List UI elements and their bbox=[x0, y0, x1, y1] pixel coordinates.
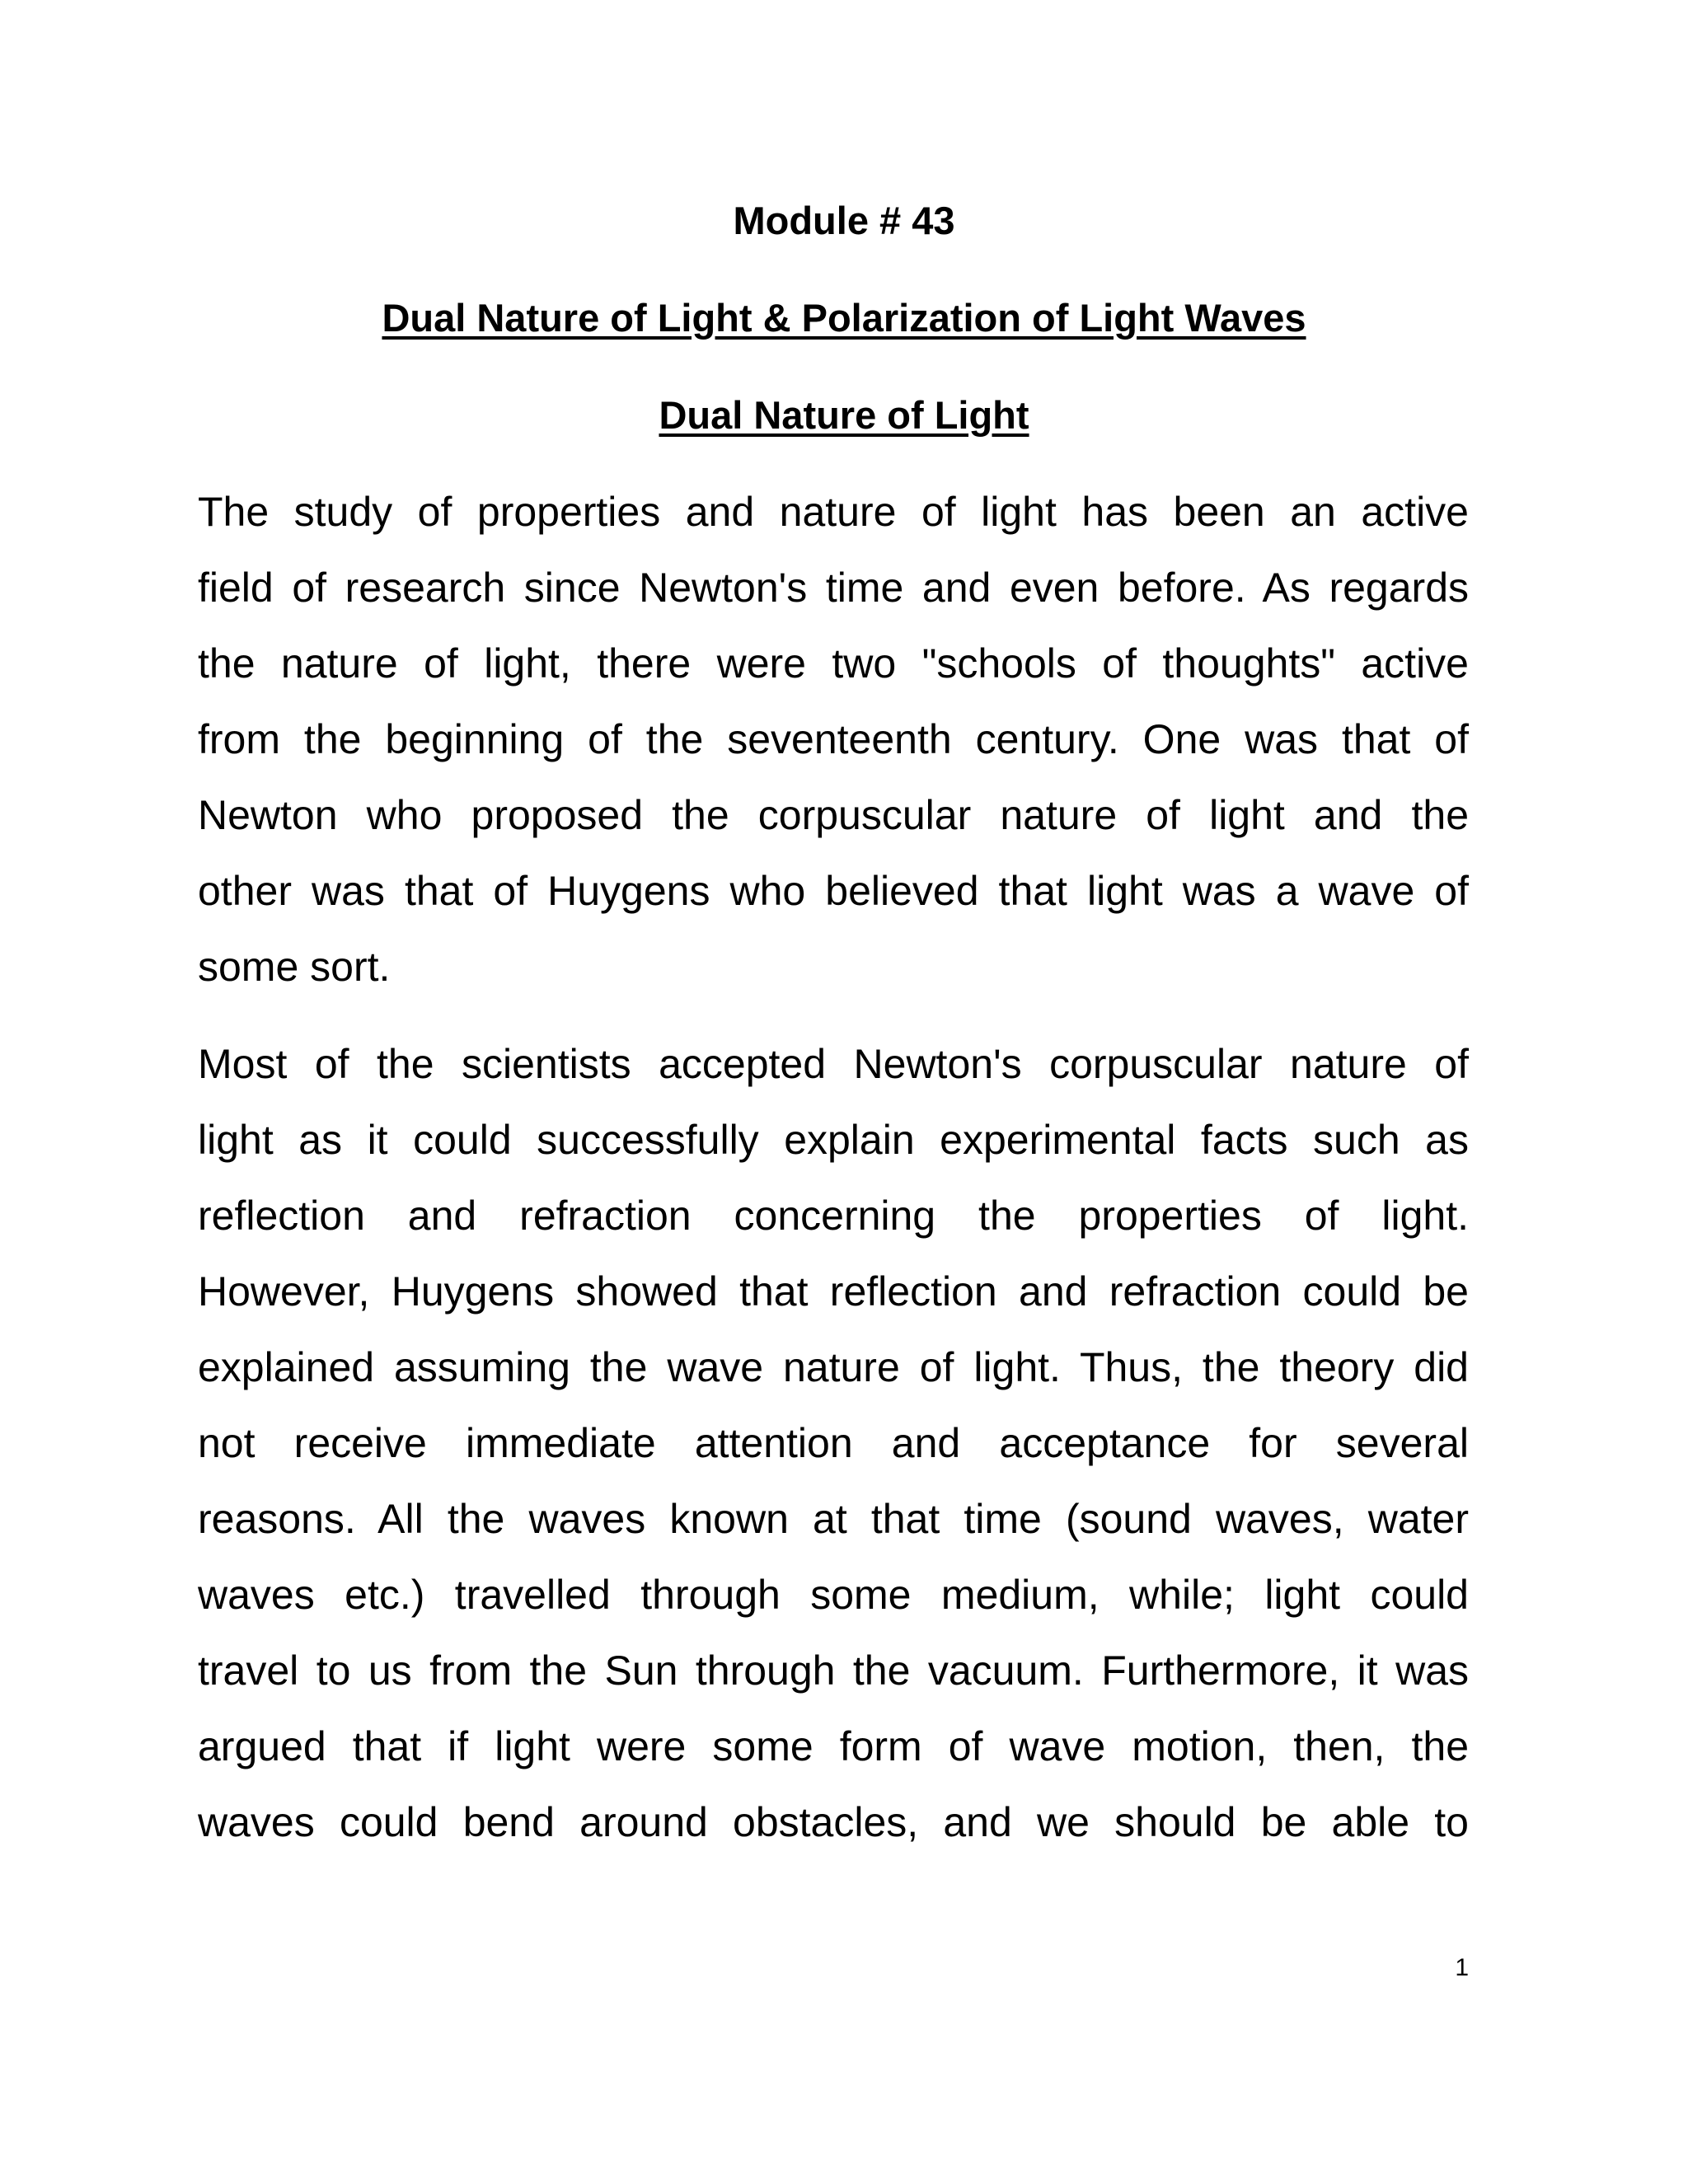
paragraph-line: However, Huygens showed that reflection and refraction could be bbox=[198, 1268, 1469, 1315]
paragraph-line: some sort. bbox=[198, 944, 391, 990]
paragraph-line: explained assuming the wave nature of light. Thus, the theory did bbox=[198, 1344, 1469, 1390]
paragraph-line: the nature of light, there were two "schools of thoughts" active bbox=[198, 640, 1469, 687]
paragraph-line: reasons. All the waves known at that time (sound waves, water bbox=[198, 1496, 1469, 1542]
paragraph-line: waves could bend around obstacles, and we should be able to bbox=[198, 1799, 1469, 1845]
page-number: 1 bbox=[1455, 1954, 1469, 1981]
paragraph-line: from the beginning of the seventeenth century. One was that of bbox=[198, 716, 1469, 762]
paragraph-line: Newton who proposed the corpuscular nature of light and the bbox=[198, 792, 1469, 838]
paragraph-line: not receive immediate attention and acceptance for several bbox=[198, 1420, 1469, 1466]
paragraph-line: argued that if light were some form of wave motion, then, the bbox=[198, 1723, 1469, 1769]
paragraph-line: other was that of Huygens who believed that light was a wave of bbox=[198, 868, 1469, 914]
paragraph-line: reflection and refraction concerning the properties of light. bbox=[198, 1193, 1469, 1239]
section-title: Dual Nature of Light bbox=[659, 393, 1029, 437]
paragraph-line: field of research since Newton's time and even before. As regards bbox=[198, 565, 1469, 611]
paragraph-line: The study of properties and nature of light has been an active bbox=[198, 489, 1469, 535]
module-title: Module # 43 bbox=[733, 199, 955, 242]
paragraph-line: waves etc.) travelled through some medium, while; light could bbox=[198, 1572, 1469, 1618]
paragraph-line: light as it could successfully explain experimental facts such as bbox=[198, 1117, 1469, 1163]
main-title: Dual Nature of Light & Polarization of Light Waves bbox=[382, 296, 1306, 340]
paragraph-line: Most of the scientists accepted Newton's corpuscular nature of bbox=[198, 1041, 1469, 1087]
paragraph-line: travel to us from the Sun through the vacuum. Furthermore, it was bbox=[198, 1647, 1469, 1694]
